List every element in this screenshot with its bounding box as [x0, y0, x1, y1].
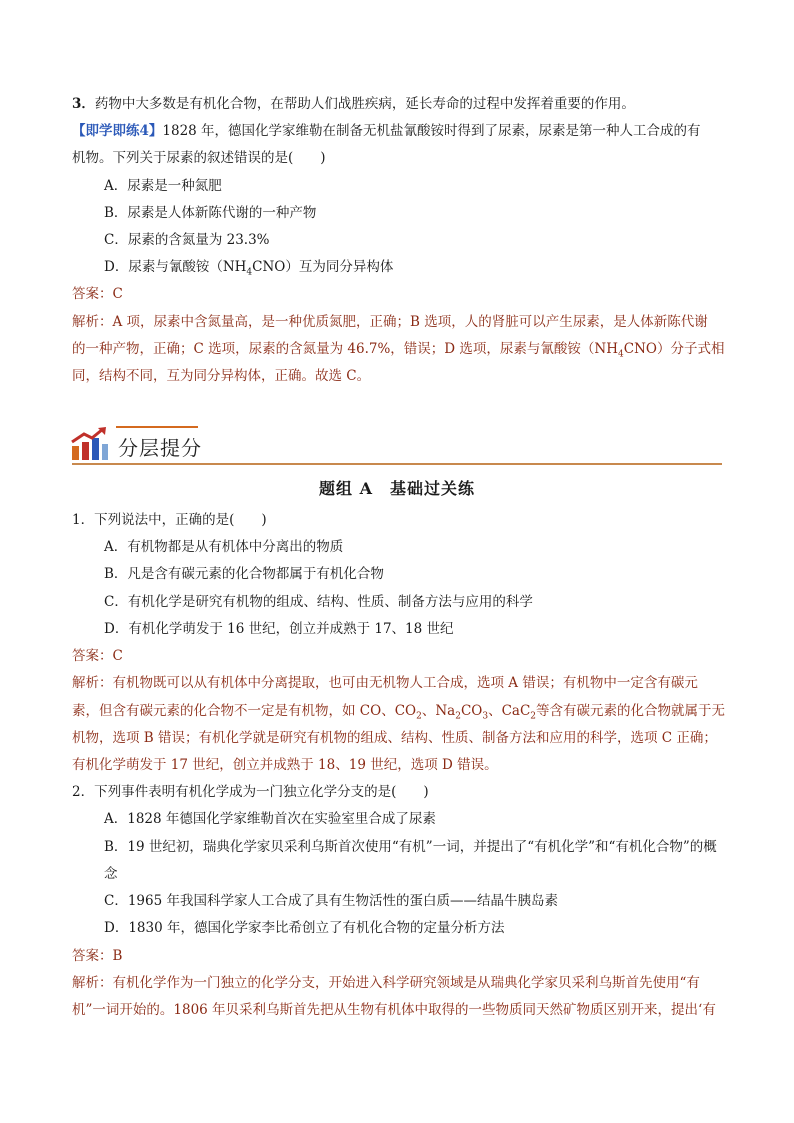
q1-exp2-d: 、CaC: [488, 703, 531, 719]
section-header: [70, 424, 722, 464]
q1-option-d: D．有机化学萌发于 16 世纪，创立并成熟于 17、18 世纪: [104, 621, 454, 637]
practice-option-b: B．尿素是人体新陈代谢的一种产物: [104, 205, 317, 221]
practice-stem-line2: 机物。下列关于尿素的叙述错误的是( ): [72, 150, 326, 166]
practice-exp2-subscript: 4: [618, 349, 624, 360]
q1-exp2-sub2: 2: [455, 711, 461, 722]
q1-option-b: B．凡是含有碳元素的化合物都属于有机化合物: [104, 566, 384, 582]
q2-option-b-line1: B．19 世纪初，瑞典化学家贝采利乌斯首次使用“有机”一词，并提出了“有机化学”和“有机化合物”的概: [104, 839, 717, 855]
practice-stem-line1: [72, 122, 701, 140]
q1-exp2-sub4: 2: [530, 711, 537, 722]
icon-bar-3: [92, 438, 99, 460]
q1-exp2-a: 素，但含有碳元素的化合物不一定是有机物，如 CO、CO: [72, 703, 417, 719]
q1-option-c: C．有机化学是研究有机物的组成、结构、性质、制备方法与应用的科学: [104, 594, 533, 610]
group-title: 题组 A 基础过关练: [319, 479, 475, 498]
q1-option-a: A．有机物都是从有机体中分离出的物质: [104, 539, 344, 555]
icon-bar-4: [102, 444, 108, 460]
practice-option-d: [104, 258, 393, 276]
q1-exp2-e: 等含有碳元素的化合物就属于无: [536, 703, 726, 719]
q2-option-d: D．1830 年，德国化学家李比希创立了有机化合物的定量分析方法: [104, 920, 505, 936]
q1-explanation-line3: 机物，选项 B 错误；有机化学就是研究有机物的组成、结构、性质、制备方法和应用的科学，选项 C 正确；: [72, 730, 717, 746]
practice-option-a: A．尿素是一种氮肥: [104, 178, 222, 194]
practice-stem-text1: 1828 年，德国化学家维勒在制备无机盐氰酸铵时得到了尿素，尿素是第一种人工合成的有: [162, 123, 701, 139]
q1-explanation-line1: 解析：有机物既可以从有机体中分离提取，也可由无机物人工合成，选项 A 错误；有机物中一定含有碳元: [72, 675, 698, 691]
intro-text: 药物中大多数是有机化合物，在帮助人们战胜疾病，延长寿命的过程中发挥着重要的作用。: [94, 96, 635, 112]
practice-answer: 答案：C: [72, 286, 123, 302]
practice-option-c: C．尿素的含氮量为 23.3%: [104, 232, 270, 248]
q1-explanation-line4: 有机化学萌发于 17 世纪，创立并成熟于 18、19 世纪，选项 D 错误。: [72, 757, 498, 773]
practice-option-d-subscript: 4: [246, 267, 253, 278]
practice-option-d-text-b: CNO）互为同分异构体: [252, 259, 394, 275]
practice-explanation-line3: 同，结构不同，互为同分异构体，正确。故选 C。: [72, 368, 371, 384]
q2-answer: 答案：B: [72, 948, 123, 964]
q2-option-b-line2: 念: [104, 866, 118, 882]
icon-bar-2: [82, 442, 89, 460]
q2-option-c: C．1965 年我国科学家人工合成了具有生物活性的蛋白质——结晶牛胰岛素: [104, 893, 558, 909]
q2-stem: 2．下列事件表明有机化学成为一门独立化学分支的是( ): [72, 784, 429, 800]
q1-explanation-line2: [72, 702, 725, 720]
q2-explanation-line1: 解析：有机化学作为一门独立的化学分支，开始进入科学研究领域是从瑞典化学家贝采利乌斯首先使用“有: [72, 975, 700, 991]
section-divider: [72, 463, 722, 465]
intro-paragraph: [72, 95, 635, 113]
q2-explanation-line2: 机”一词开始的。1806 年贝采利乌斯首先把从生物有机体中取得的一些物质同天然矿物质区别开来，提出‘有: [72, 1002, 716, 1018]
practice-option-d-text-a: D．尿素与氰酸铵（NH: [104, 259, 247, 275]
intro-number: 3．: [72, 96, 95, 112]
q1-exp2-sub3: 3: [482, 711, 489, 722]
practice-explanation-line2: [72, 340, 724, 358]
bar-chart-growth-icon: [70, 426, 110, 462]
practice-tag: 【即学即练4】: [72, 123, 163, 139]
q1-exp2-b: 、Na: [421, 703, 456, 719]
q1-answer: 答案：C: [72, 648, 123, 664]
practice-exp2-text-a: 的一种产物，正确；C 选项，尿素的含氮量为 46.7%，错误；D 选项，尿素与氰酸铵（NH: [72, 341, 618, 357]
practice-exp2-text-b: CNO）分子式相: [623, 341, 725, 357]
practice-explanation-line1: 解析：A 项，尿素中含氮量高，是一种优质氮肥，正确；B 选项，人的肾脏可以产生尿素，是人体新陈代谢: [72, 314, 708, 330]
q2-option-a: A．1828 年德国化学家维勒首次在实验室里合成了尿素: [104, 811, 436, 827]
q1-exp2-sub1: 2: [416, 711, 422, 722]
section-title: 分层提分: [118, 436, 202, 460]
q1-exp2-c: CO: [460, 703, 483, 719]
q1-stem: 1．下列说法中，正确的是( ): [72, 512, 267, 528]
icon-bar-1: [72, 446, 79, 460]
